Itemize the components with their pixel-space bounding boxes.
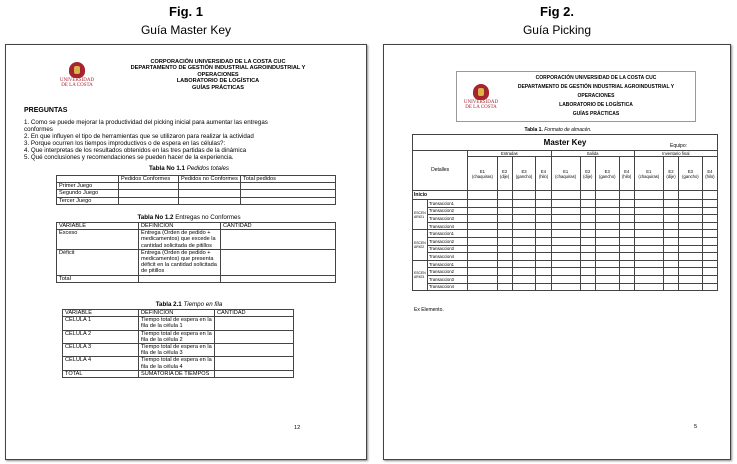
- table-cell[interactable]: [536, 245, 551, 253]
- figure-2-subtitle: Guía Picking: [522, 23, 592, 37]
- table-header: VARIABLE: [57, 223, 139, 230]
- table-cell[interactable]: [512, 230, 536, 238]
- table-cell[interactable]: [468, 245, 497, 253]
- table-cell[interactable]: [678, 275, 702, 283]
- table-cell[interactable]: [619, 283, 634, 291]
- table-cell[interactable]: [497, 222, 512, 230]
- table-cell[interactable]: [663, 222, 678, 230]
- scenario-label: ESCENARIO3: [413, 260, 428, 290]
- figure-2-title: Fig 2.: [540, 4, 574, 19]
- table-row: [63, 330, 294, 343]
- table-2-1-caption: Tabla 2.1 Tiempo en fila: [155, 301, 223, 308]
- group-header-entradas: Entradas: [468, 151, 551, 157]
- table-cell[interactable]: [512, 260, 536, 268]
- table-cell[interactable]: [468, 200, 497, 208]
- question-line: 5. Qué conclusiones y recomendaciones se pueden hacer de la experiencia.: [24, 154, 234, 161]
- table-cell[interactable]: [702, 283, 717, 291]
- university-crest-icon: [69, 62, 85, 78]
- table-cell[interactable]: [512, 253, 536, 261]
- table-row: [413, 222, 718, 230]
- scenario-label: ESCENARIO1: [413, 200, 428, 230]
- table-cell[interactable]: [595, 260, 619, 268]
- table-row: [413, 268, 718, 276]
- table-cell[interactable]: [595, 222, 619, 230]
- table-row: [413, 275, 718, 283]
- column-head: E1 (chaquiras): [468, 157, 497, 191]
- table-cell[interactable]: [468, 237, 497, 245]
- table-cell[interactable]: [619, 275, 634, 283]
- table-cell[interactable]: [536, 275, 551, 283]
- table-cell[interactable]: [512, 200, 536, 208]
- table-cell[interactable]: [580, 245, 595, 253]
- table-cell[interactable]: [678, 245, 702, 253]
- table-cell[interactable]: [619, 253, 634, 261]
- table-cell[interactable]: [663, 275, 678, 283]
- table-row: [413, 237, 718, 245]
- column-head: E2 (dije): [580, 157, 595, 191]
- table-cell: CELULA 1: [63, 317, 139, 330]
- column-head: E4 (hilo): [702, 157, 717, 191]
- table-cell[interactable]: [580, 207, 595, 215]
- column-head: E1 (chaquiras): [634, 157, 663, 191]
- header-line-3: OPERACIONES: [577, 93, 615, 99]
- table-cell[interactable]: [497, 237, 512, 245]
- table-cell[interactable]: [619, 207, 634, 215]
- table-cell[interactable]: [536, 283, 551, 291]
- group-header-salida: Salida: [551, 151, 634, 157]
- table-cell: Tiempo total de espera en la fila de la célula 4: [139, 357, 215, 370]
- table-cell[interactable]: [619, 260, 634, 268]
- figure-1-subtitle: Guía Master Key: [140, 23, 232, 37]
- table-cell[interactable]: [663, 207, 678, 215]
- table-cell[interactable]: [551, 200, 580, 208]
- table-cell[interactable]: [702, 230, 717, 238]
- table-cell[interactable]: [468, 275, 497, 283]
- question-line: 1. Como se puede mejorar la productividad del picking inicial para aumentar las entregas: [24, 119, 268, 126]
- column-head: E2 (dije): [663, 157, 678, 191]
- section-title: PREGUNTAS: [24, 107, 68, 114]
- table-row: [413, 230, 718, 238]
- table-cell[interactable]: [551, 237, 580, 245]
- table-header: DEFINICION: [139, 223, 221, 230]
- table-cell[interactable]: [512, 283, 536, 291]
- table-cell: Total: [57, 275, 139, 282]
- master-key-title-cell: [413, 135, 718, 151]
- column-head: E4 (hilo): [536, 157, 551, 191]
- table-cell[interactable]: [536, 253, 551, 261]
- table-cell[interactable]: [702, 200, 717, 208]
- table-cell[interactable]: [595, 275, 619, 283]
- transaction-label: Transaccion1: [428, 200, 468, 208]
- table-cell: Entrega (Orden de pedido + medicamentos) que excede la cantidad solicitada de pitillos: [139, 230, 221, 250]
- master-key-table: [412, 134, 718, 291]
- table-cell[interactable]: [702, 222, 717, 230]
- table-cell[interactable]: [468, 230, 497, 238]
- table-cell[interactable]: [678, 207, 702, 215]
- figure-1-title: Fig. 1: [169, 4, 203, 19]
- table-cell[interactable]: [536, 200, 551, 208]
- table-row: [57, 190, 336, 197]
- transaction-label: Transaccion2: [428, 207, 468, 215]
- header-line-5: GUÍAS PRÁCTICAS: [192, 84, 244, 91]
- page-header: [56, 59, 346, 91]
- page-header: [456, 71, 696, 122]
- table-cell[interactable]: [634, 275, 663, 283]
- table-cell[interactable]: [468, 268, 497, 276]
- table-row: [413, 215, 718, 223]
- table-header: Pedidos no Conformes: [179, 176, 241, 183]
- table-cell[interactable]: [536, 207, 551, 215]
- table-cell[interactable]: [512, 245, 536, 253]
- table-cell[interactable]: [634, 260, 663, 268]
- table-cell[interactable]: [468, 207, 497, 215]
- table-cell[interactable]: [551, 191, 580, 200]
- table-cell[interactable]: [497, 275, 512, 283]
- logo-text-2: DE LA COSTA: [465, 104, 497, 110]
- table-cell: SUMATORIA DE TIEMPOS: [139, 370, 215, 377]
- master-key-guide-page: [5, 44, 367, 460]
- table-cell[interactable]: [663, 200, 678, 208]
- table-cell[interactable]: [512, 237, 536, 245]
- table-row: [413, 245, 718, 253]
- table-cell[interactable]: [595, 237, 619, 245]
- table-cell[interactable]: [678, 230, 702, 238]
- table-cell[interactable]: [512, 275, 536, 283]
- table-cell: TOTAL: [63, 370, 139, 377]
- table-cell[interactable]: [536, 230, 551, 238]
- table-cell[interactable]: [551, 215, 580, 223]
- table-cell[interactable]: [663, 230, 678, 238]
- table-cell[interactable]: [468, 253, 497, 261]
- table-cell[interactable]: [497, 268, 512, 276]
- table-cell[interactable]: [678, 200, 702, 208]
- table-cell: Tiempo total de espera en la fila de la célula 2: [139, 330, 215, 343]
- picking-guide-page: [383, 44, 731, 460]
- table-cell[interactable]: [580, 200, 595, 208]
- table-cell: Déficit: [57, 249, 139, 275]
- table-cell[interactable]: [512, 191, 536, 200]
- master-key-title: Master Key: [543, 137, 587, 147]
- table-cell[interactable]: [497, 245, 512, 253]
- table-cell[interactable]: [595, 215, 619, 223]
- transaction-label: Transaccion4: [428, 283, 468, 291]
- table-cell[interactable]: [580, 222, 595, 230]
- inicio-row: [413, 191, 718, 200]
- table-cell[interactable]: [512, 207, 536, 215]
- table-cell[interactable]: [468, 215, 497, 223]
- table-row: [63, 357, 294, 370]
- table-cell[interactable]: [497, 260, 512, 268]
- table-cell[interactable]: [634, 222, 663, 230]
- table-cell[interactable]: [678, 215, 702, 223]
- table-cell[interactable]: [580, 253, 595, 261]
- table-cell[interactable]: [551, 275, 580, 283]
- table-cell[interactable]: [551, 245, 580, 253]
- table-cell[interactable]: [678, 222, 702, 230]
- header-lines: [98, 59, 338, 91]
- transaction-label: Transaccion3: [428, 215, 468, 223]
- table-cell[interactable]: [634, 200, 663, 208]
- table-row: [57, 230, 336, 250]
- table-cell[interactable]: [678, 237, 702, 245]
- transaction-label: Transaccion4: [428, 222, 468, 230]
- university-logo: [56, 62, 98, 88]
- page-number: 12: [294, 425, 301, 431]
- table-cell[interactable]: [497, 215, 512, 223]
- column-head: E3 (gancho): [595, 157, 619, 191]
- table-cell[interactable]: [702, 245, 717, 253]
- table-cell[interactable]: [536, 268, 551, 276]
- table-row: [57, 275, 336, 282]
- logo-text-2: DE LA COSTA: [61, 83, 93, 89]
- table-cell[interactable]: [595, 191, 619, 200]
- table-1-1: [56, 175, 336, 205]
- group-header-inventario: Inventario final: [634, 151, 717, 157]
- table-cell[interactable]: [634, 253, 663, 261]
- column-head: E1 (chaquiras): [551, 157, 580, 191]
- table-cell[interactable]: [663, 253, 678, 261]
- table-row: [57, 183, 336, 190]
- table-cell[interactable]: [536, 215, 551, 223]
- header-line-5: GUÍAS PRÁCTICAS: [572, 111, 620, 117]
- table-1-1-caption: Tabla No 1.1 Pedidos totales: [148, 165, 230, 172]
- table-cell[interactable]: [595, 268, 619, 276]
- table-cell[interactable]: [595, 230, 619, 238]
- table-cell[interactable]: [663, 268, 678, 276]
- table-cell[interactable]: [634, 268, 663, 276]
- header-line-4: LABORATORIO DE LOGÍSTICA: [176, 78, 260, 85]
- table-cell[interactable]: [580, 260, 595, 268]
- table-cell[interactable]: [619, 245, 634, 253]
- table-row: [413, 207, 718, 215]
- table-cell[interactable]: [634, 230, 663, 238]
- table-cell: [139, 275, 221, 282]
- table-cell[interactable]: [580, 268, 595, 276]
- table-cell[interactable]: [580, 283, 595, 291]
- table-cell[interactable]: [634, 237, 663, 245]
- table-cell[interactable]: [551, 222, 580, 230]
- transaction-label: Transaccion3: [428, 245, 468, 253]
- table-cell[interactable]: [702, 275, 717, 283]
- table-cell[interactable]: [634, 207, 663, 215]
- table-cell[interactable]: [468, 191, 497, 200]
- table-cell[interactable]: [702, 215, 717, 223]
- inicio-label: Inicio: [413, 191, 468, 200]
- table-cell[interactable]: [702, 207, 717, 215]
- table-cell[interactable]: [580, 237, 595, 245]
- table-cell[interactable]: [580, 230, 595, 238]
- figure-1-heading: [5, 4, 367, 37]
- table-cell: CELULA 4: [63, 357, 139, 370]
- table-cell[interactable]: [551, 230, 580, 238]
- table-cell[interactable]: [702, 253, 717, 261]
- table-row: [63, 344, 294, 357]
- table-cell[interactable]: [619, 268, 634, 276]
- table-header: [57, 176, 119, 183]
- table-cell[interactable]: [551, 283, 580, 291]
- table-cell: Tiempo total de espera en la fila de la célula 1: [139, 317, 215, 330]
- equipo-label: Equipo:: [670, 143, 687, 149]
- table-row: [63, 317, 294, 330]
- table-row: [57, 197, 336, 204]
- table-cell[interactable]: [512, 222, 536, 230]
- table-cell[interactable]: [580, 215, 595, 223]
- table-cell[interactable]: [619, 237, 634, 245]
- table-cell[interactable]: [551, 253, 580, 261]
- table-cell[interactable]: [634, 191, 663, 200]
- table-cell[interactable]: [536, 260, 551, 268]
- table-cell[interactable]: [536, 222, 551, 230]
- table-cell[interactable]: [663, 191, 678, 200]
- table-cell[interactable]: [663, 283, 678, 291]
- question-line: conformes: [24, 126, 53, 133]
- table-cell[interactable]: [702, 268, 717, 276]
- question-line: 2. En que influyen el tipo de herramientas que se utilizaron para realizar la actividad: [24, 133, 254, 140]
- transaction-label: Transaccion2: [428, 268, 468, 276]
- table-cell[interactable]: [551, 268, 580, 276]
- table-cell[interactable]: [497, 283, 512, 291]
- logo-text-1: UNIVERSIDAD: [59, 78, 95, 84]
- detalles-header: Detalles: [413, 151, 468, 191]
- table-cell[interactable]: [663, 245, 678, 253]
- table-cell[interactable]: [663, 237, 678, 245]
- table-cell[interactable]: [619, 230, 634, 238]
- transaction-label: Transaccion4: [428, 253, 468, 261]
- transaction-label: Transaccion3: [428, 275, 468, 283]
- table-cell[interactable]: [634, 215, 663, 223]
- column-head: E4 (hilo): [619, 157, 634, 191]
- transaction-label: Transaccion1: [428, 230, 468, 238]
- header-lines: [501, 74, 691, 119]
- table-cell[interactable]: [702, 237, 717, 245]
- table-caption: Tabla 1. Formato de almacén.: [524, 127, 592, 133]
- university-crest-icon: [473, 84, 489, 100]
- table-header: Total pedidos: [241, 176, 336, 183]
- table-cell[interactable]: [497, 200, 512, 208]
- footnote: Ex Elemento.: [414, 307, 444, 313]
- header-line-2: DEPARTAMENTO DE GESTIÓN INDUSTRIAL AGROINDUSTRIAL Y: [130, 65, 306, 72]
- table-cell[interactable]: [468, 222, 497, 230]
- table-cell[interactable]: [512, 215, 536, 223]
- column-head: E2 (dije): [497, 157, 512, 191]
- table-row: [57, 249, 336, 275]
- table-cell: Primer Juego: [57, 183, 119, 190]
- table-cell[interactable]: [678, 191, 702, 200]
- table-cell: Entrega (Orden de pedido + medicamentos) que presenta déficit en la cantidad solicitada de pitillos: [139, 249, 221, 275]
- header-line-3: OPERACIONES: [197, 71, 239, 78]
- table-cell[interactable]: [702, 191, 717, 200]
- header-line-4: LABORATORIO DE LOGÍSTICA: [559, 102, 633, 108]
- table-cell[interactable]: [497, 207, 512, 215]
- table-header: CANTIDAD: [215, 310, 294, 317]
- transaction-label: Transaccion1: [428, 260, 468, 268]
- table-cell[interactable]: [678, 260, 702, 268]
- page-number: 5: [694, 424, 698, 430]
- table-cell[interactable]: [678, 268, 702, 276]
- table-header: DEFINICION: [139, 310, 215, 317]
- table-row: [63, 370, 294, 377]
- question-line: 4. Que interpretas de los resultados obtenidos en las tres partidas de la dinámica: [24, 147, 247, 154]
- table-header: CANTIDAD: [221, 223, 336, 230]
- table-cell[interactable]: [663, 260, 678, 268]
- table-row: [413, 200, 718, 208]
- table-cell: Tiempo total de espera en la fila de la célula 3: [139, 344, 215, 357]
- table-cell[interactable]: [551, 207, 580, 215]
- table-cell[interactable]: [497, 253, 512, 261]
- table-cell[interactable]: [634, 245, 663, 253]
- table-cell[interactable]: [634, 283, 663, 291]
- table-1-2: [56, 222, 336, 283]
- table-cell[interactable]: [595, 200, 619, 208]
- table-cell: CELULA 3: [63, 344, 139, 357]
- table-cell[interactable]: [512, 268, 536, 276]
- header-line-1: CORPORACIÓN UNIVERSIDAD DE LA COSTA CUC: [535, 75, 657, 81]
- table-cell[interactable]: [468, 283, 497, 291]
- column-head: E3 (gancho): [678, 157, 702, 191]
- university-logo: [461, 84, 501, 110]
- table-cell[interactable]: [678, 253, 702, 261]
- table-row: [413, 260, 718, 268]
- question-line: 3. Porque ocurren los tiempos improductivos o de espera en las células?:: [24, 140, 226, 147]
- table-cell[interactable]: [619, 191, 634, 200]
- table-cell[interactable]: [619, 200, 634, 208]
- table-cell: Tercer Juego: [57, 197, 119, 204]
- questions-list: [24, 119, 354, 161]
- table-cell: Segundo Juego: [57, 190, 119, 197]
- table-2-1: [62, 309, 294, 378]
- header-line-2: DEPARTAMENTO DE GESTIÓN INDUSTRIAL AGROINDUSTRIAL Y: [517, 84, 675, 90]
- figure-2-heading: [383, 4, 731, 37]
- table-cell[interactable]: [619, 215, 634, 223]
- table-cell[interactable]: [595, 207, 619, 215]
- table-row: [413, 283, 718, 291]
- table-1-2-caption: Tabla No 1.2 Entregas no Conformes: [137, 214, 241, 221]
- table-cell[interactable]: [580, 275, 595, 283]
- table-cell[interactable]: [536, 191, 551, 200]
- column-head: E3 (gancho): [512, 157, 536, 191]
- table-cell[interactable]: [702, 260, 717, 268]
- table-cell[interactable]: [595, 245, 619, 253]
- table-cell[interactable]: [468, 260, 497, 268]
- table-cell: CELULA 2: [63, 330, 139, 343]
- table-cell[interactable]: [595, 283, 619, 291]
- table-cell[interactable]: [678, 283, 702, 291]
- table-cell[interactable]: [551, 260, 580, 268]
- transaction-label: Transaccion2: [428, 237, 468, 245]
- table-cell[interactable]: [619, 222, 634, 230]
- table-cell: Exceso: [57, 230, 139, 250]
- table-cell[interactable]: [580, 191, 595, 200]
- table-header: VARIABLE: [63, 310, 139, 317]
- table-cell[interactable]: [663, 215, 678, 223]
- logo-text-1: UNIVERSIDAD: [463, 99, 499, 105]
- table-row: [413, 253, 718, 261]
- table-header: Pedidos Conformes: [119, 176, 179, 183]
- table-cell[interactable]: [595, 253, 619, 261]
- table-cell[interactable]: [536, 237, 551, 245]
- table-cell[interactable]: [497, 191, 512, 200]
- header-line-1: CORPORACIÓN UNIVERSIDAD DE LA COSTA CUC: [150, 59, 286, 65]
- scenario-label: ESCENARIO2: [413, 230, 428, 260]
- table-cell[interactable]: [497, 230, 512, 238]
